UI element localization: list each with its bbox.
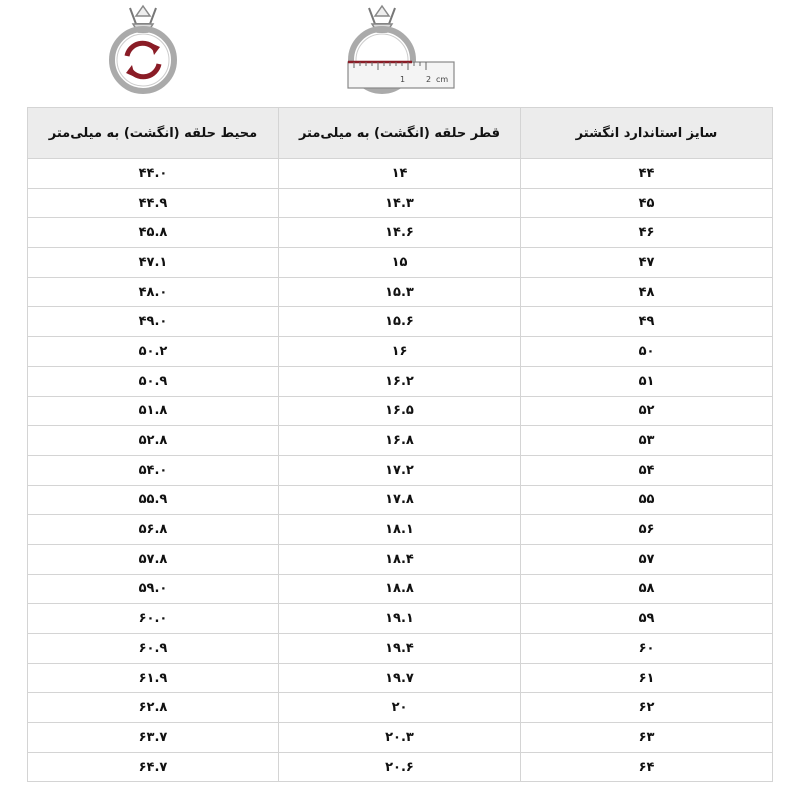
cell-diameter: ۱۹.۷ (279, 663, 521, 693)
cell-diameter: ۱۵.۶ (279, 307, 521, 337)
cell-circumference: ۵۶.۸ (28, 515, 279, 545)
cell-diameter: ۱۶.۲ (279, 366, 521, 396)
table-row (28, 159, 773, 189)
cell-diameter: ۲۰ (279, 693, 521, 723)
table-row (28, 485, 773, 515)
ring-circumference-icon (102, 2, 184, 94)
cell-diameter: ۱۹.۱ (279, 604, 521, 634)
table-row (28, 574, 773, 604)
cell-circumference: ۵۰.۲ (28, 337, 279, 367)
cell-circumference: ۶۴.۷ (28, 752, 279, 782)
ruler-mark-2: 2 (426, 75, 432, 84)
cell-circumference: ۵۵.۹ (28, 485, 279, 515)
cell-circumference: ۴۷.۱ (28, 248, 279, 278)
cell-size: ۶۰ (521, 634, 773, 664)
cell-size: ۵۷ (521, 544, 773, 574)
header-diameter: قطر حلقه (انگشت) به میلی‌متر (279, 108, 521, 159)
table-row (28, 396, 773, 426)
cell-size: ۴۹ (521, 307, 773, 337)
cell-size: ۴۷ (521, 248, 773, 278)
header-row (28, 108, 773, 159)
table-header (28, 108, 773, 159)
cell-size: ۵۸ (521, 574, 773, 604)
cell-size: ۴۵ (521, 188, 773, 218)
cell-circumference: ۵۹.۰ (28, 574, 279, 604)
cell-diameter: ۲۰.۳ (279, 723, 521, 753)
table-body (28, 159, 773, 782)
cell-diameter: ۱۶ (279, 337, 521, 367)
cell-circumference: ۵۱.۸ (28, 396, 279, 426)
cell-size: ۵۳ (521, 426, 773, 456)
ruler-mark-1: 1 (400, 75, 406, 84)
ruler-mark-cm: cm (436, 75, 449, 84)
cell-diameter: ۱۸.۸ (279, 574, 521, 604)
cell-diameter: ۱۷.۲ (279, 455, 521, 485)
cell-diameter: ۱۶.۵ (279, 396, 521, 426)
table-row (28, 693, 773, 723)
cell-size: ۶۴ (521, 752, 773, 782)
ring-size-table (27, 107, 773, 782)
cell-size: ۶۱ (521, 663, 773, 693)
cell-circumference: ۵۴.۰ (28, 455, 279, 485)
table-row (28, 307, 773, 337)
table-row (28, 723, 773, 753)
table-row (28, 455, 773, 485)
table-row (28, 277, 773, 307)
cell-size: ۶۲ (521, 693, 773, 723)
cell-circumference: ۴۴.۹ (28, 188, 279, 218)
cell-size: ۴۶ (521, 218, 773, 248)
cell-circumference: ۴۸.۰ (28, 277, 279, 307)
cell-diameter: ۱۹.۴ (279, 634, 521, 664)
table-row (28, 752, 773, 782)
cell-size: ۴۸ (521, 277, 773, 307)
table-row (28, 634, 773, 664)
cell-size: ۵۹ (521, 604, 773, 634)
cell-diameter: ۱۷.۸ (279, 485, 521, 515)
cell-size: ۵۶ (521, 515, 773, 545)
cell-size: ۵۲ (521, 396, 773, 426)
cell-size: ۵۵ (521, 485, 773, 515)
cell-size: ۶۳ (521, 723, 773, 753)
cell-size: ۵۰ (521, 337, 773, 367)
header-standard-size: سایز استاندارد انگشتر (521, 108, 773, 159)
cell-size: ۴۴ (521, 159, 773, 189)
cell-circumference: ۶۰.۰ (28, 604, 279, 634)
cell-diameter: ۱۴.۶ (279, 218, 521, 248)
table-row (28, 218, 773, 248)
cell-diameter: ۱۵ (279, 248, 521, 278)
header-circumference: محیط حلقه (انگشت) به میلی‌متر (28, 108, 279, 159)
ring-diameter-icon (340, 2, 460, 94)
table-row (28, 604, 773, 634)
cell-circumference: ۶۳.۷ (28, 723, 279, 753)
table-row (28, 544, 773, 574)
cell-circumference: ۶۱.۹ (28, 663, 279, 693)
cell-diameter: ۲۰.۶ (279, 752, 521, 782)
table-row (28, 248, 773, 278)
cell-circumference: ۴۹.۰ (28, 307, 279, 337)
cell-diameter: ۱۸.۴ (279, 544, 521, 574)
table-row (28, 426, 773, 456)
cell-diameter: ۱۸.۱ (279, 515, 521, 545)
cell-diameter: ۱۵.۳ (279, 277, 521, 307)
table-row (28, 663, 773, 693)
cell-circumference: ۴۵.۸ (28, 218, 279, 248)
table-row (28, 188, 773, 218)
cell-diameter: ۱۴.۳ (279, 188, 521, 218)
cell-circumference: ۶۲.۸ (28, 693, 279, 723)
cell-circumference: ۴۴.۰ (28, 159, 279, 189)
cell-circumference: ۵۰.۹ (28, 366, 279, 396)
cell-size: ۵۴ (521, 455, 773, 485)
table-row (28, 337, 773, 367)
cell-diameter: ۱۶.۸ (279, 426, 521, 456)
cell-circumference: ۶۰.۹ (28, 634, 279, 664)
cell-diameter: ۱۴ (279, 159, 521, 189)
cell-circumference: ۵۲.۸ (28, 426, 279, 456)
table-row (28, 515, 773, 545)
cell-circumference: ۵۷.۸ (28, 544, 279, 574)
table-row (28, 366, 773, 396)
cell-size: ۵۱ (521, 366, 773, 396)
